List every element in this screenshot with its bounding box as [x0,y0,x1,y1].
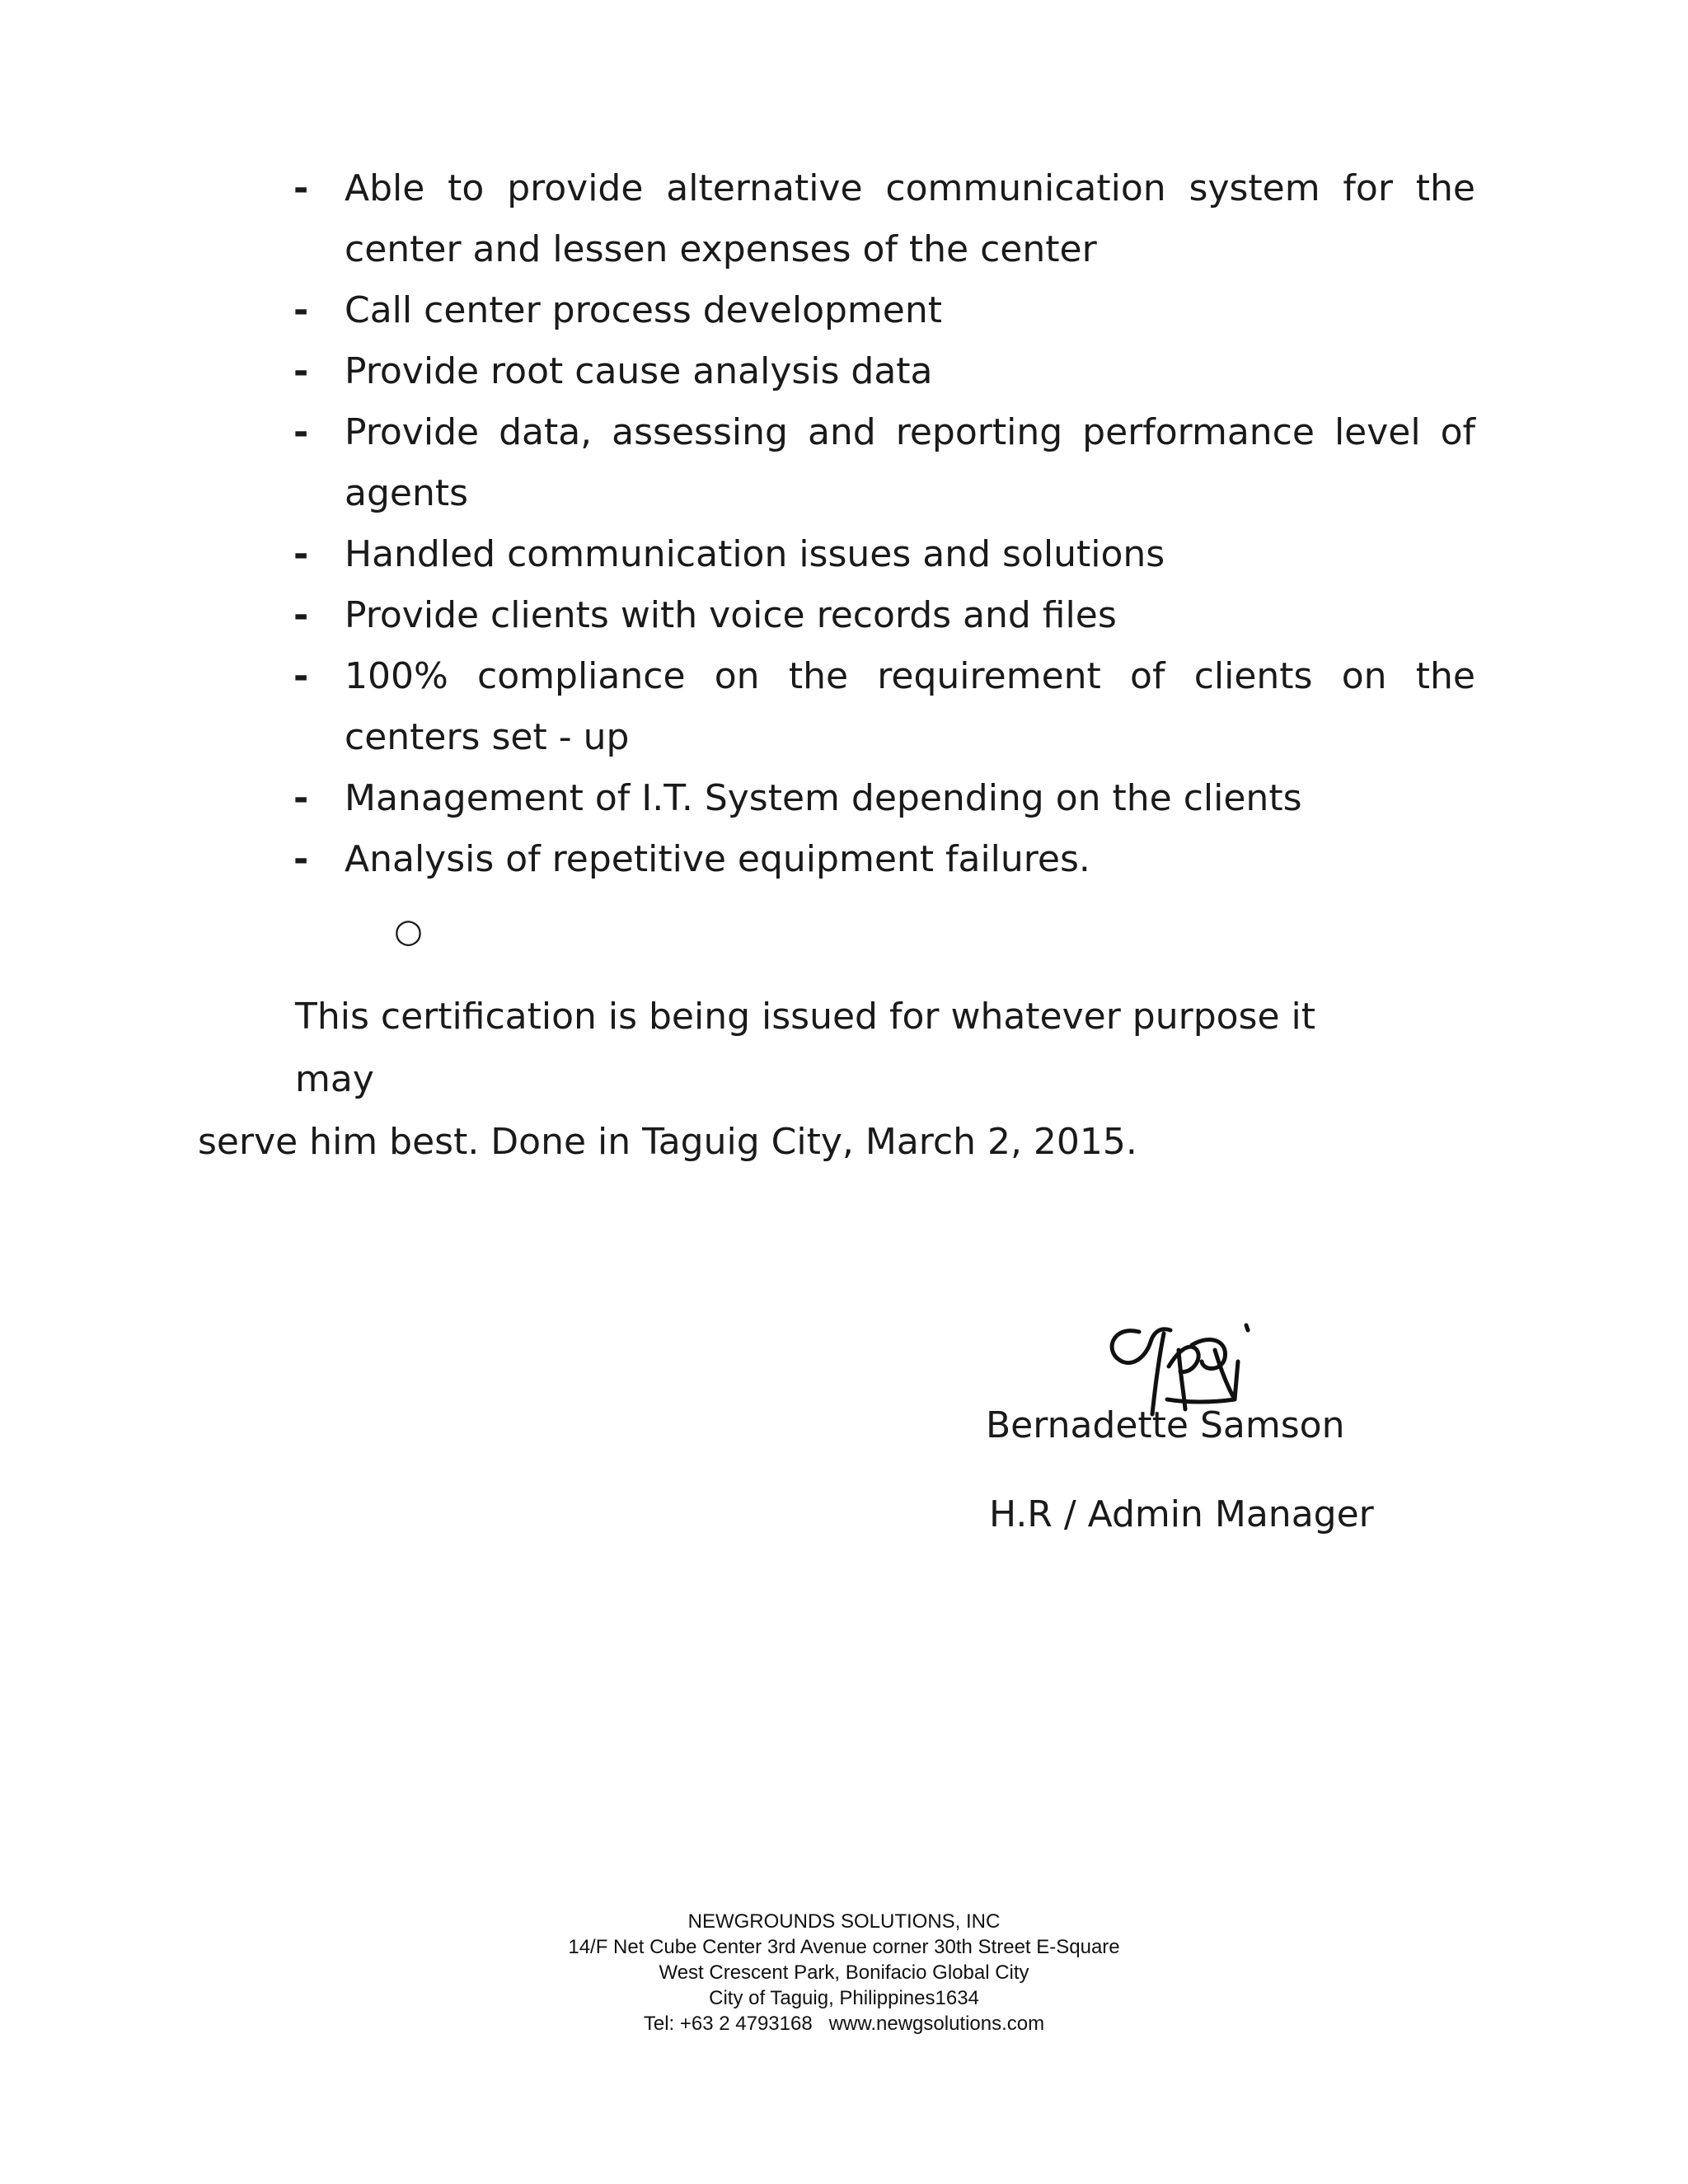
list-item [293,341,1475,402]
closing-paragraph [198,986,1401,1174]
list-item-text: Call center process development [345,289,942,331]
bullet-dash: - [293,167,309,209]
footer-company-name: NEWGROUNDS SOLUTIONS, INC [687,1910,1001,1933]
list-item-text: Handled communication issues and solutions [345,533,1165,575]
duties-list [293,158,1475,890]
bullet-dash: - [293,289,309,331]
list-item [293,402,1475,524]
list-item-text: Provide data, assessing and reporting performance level of agents [345,411,1475,514]
bullet-dash: - [293,350,309,392]
list-item-text: Able to provide alternative communication system for the center and lessen expenses of the center [345,167,1475,270]
bullet-dash: - [293,411,309,453]
footer-contact: Tel: +63 2 4793168 www.newgsolutions.com [643,2013,1045,2035]
list-item [293,829,1475,890]
list-item [293,585,1475,646]
closing-line-1: This certification is being issued for whatever purpose it may [295,996,1316,1100]
bullet-dash: - [293,594,309,636]
closing-line-2: serve him best. Done in Taguig City, March 2, 2015. [198,1121,1137,1163]
list-item [293,646,1475,768]
bullet-dash: - [293,533,309,575]
signer-title: H.R / Admin Manager [989,1493,1374,1535]
list-item-text: Provide clients with voice records and files [345,594,1117,636]
list-item-text: 100% compliance on the requirement of clients on the centers set - up [345,655,1475,758]
list-item-text: Provide root cause analysis data [345,350,933,392]
list-item-text: Management of I.T. System depending on the clients [345,777,1302,819]
list-item [293,158,1475,280]
signer-name: Bernadette Samson [986,1404,1345,1446]
empty-sub-bullet: ○ [394,912,423,950]
footer-address-line-3: City of Taguig, Philippines1634 [709,1987,979,2009]
bullet-dash: - [293,655,309,697]
footer-address-line-1: 14/F Net Cube Center 3rd Avenue corner 30th Street E-Square [568,1936,1120,1958]
list-item-text: Analysis of repetitive equipment failures. [345,838,1090,880]
bullet-dash: - [293,777,309,819]
footer-address-line-2: West Crescent Park, Bonifacio Global City [659,1961,1029,1984]
list-item [293,768,1475,829]
list-item [293,280,1475,341]
company-footer [0,1909,1688,2036]
list-item [293,524,1475,585]
bullet-dash: - [293,838,309,880]
